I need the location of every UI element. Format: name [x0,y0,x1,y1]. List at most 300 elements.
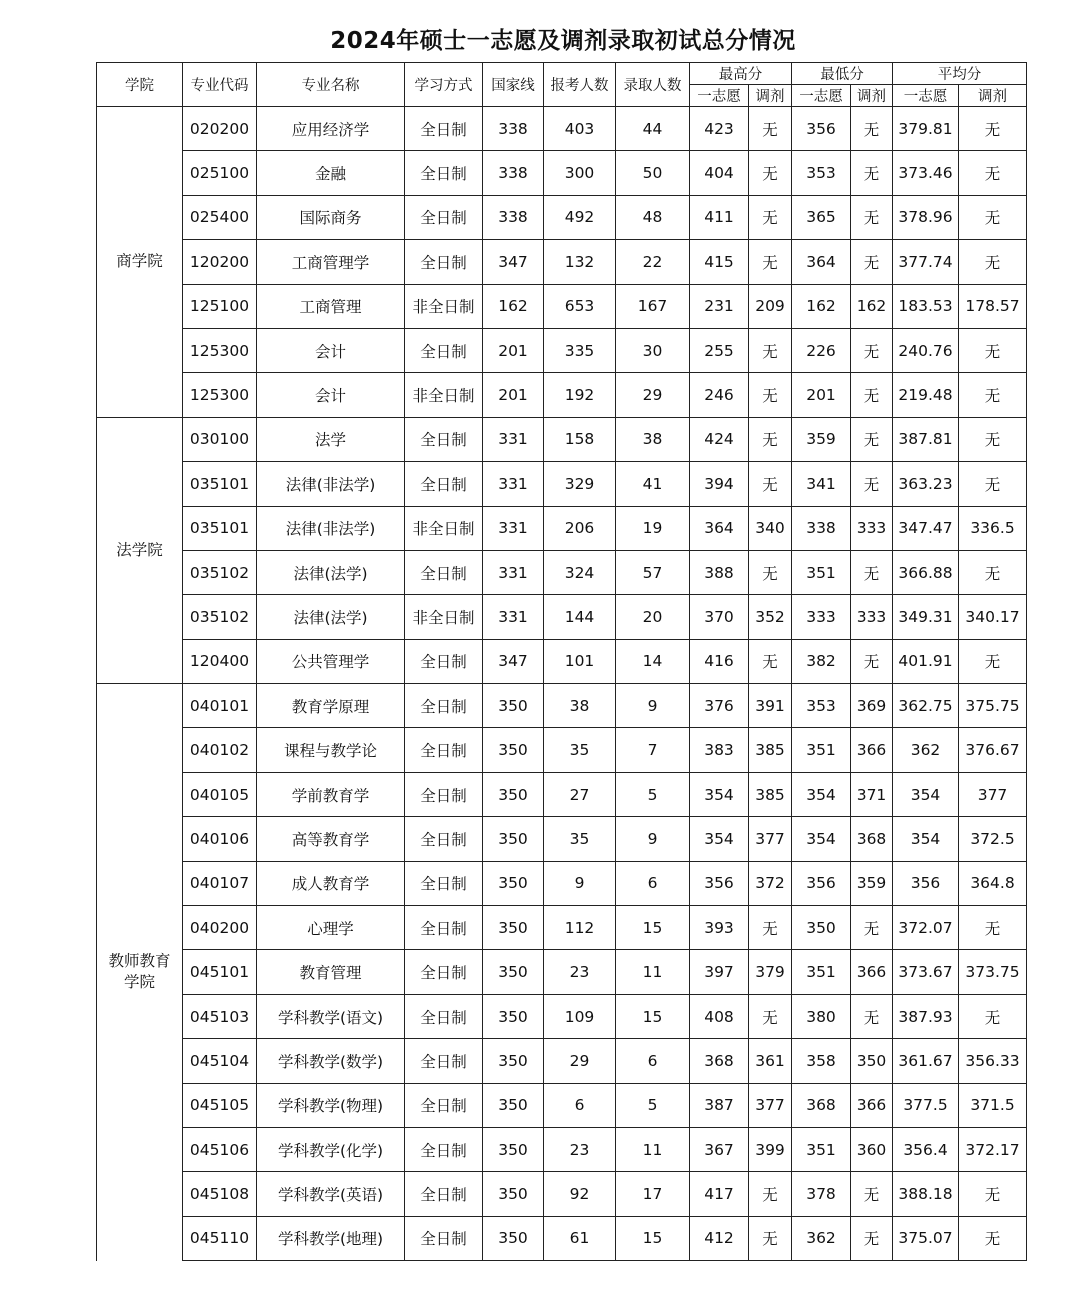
study-mode-cell: 非全日制 [405,284,483,328]
header-min-adjusted: 调剂 [851,85,893,107]
study-mode-cell: 全日制 [405,1172,483,1216]
avg-first-choice-cell: 219.48 [893,373,959,417]
min-adjusted-cell: 333 [851,595,893,639]
max-first-choice-cell: 404 [690,151,749,195]
national-line-cell: 162 [483,284,544,328]
min-adjusted-cell: 162 [851,284,893,328]
study-mode-cell: 非全日制 [405,373,483,417]
max-first-choice-cell: 412 [690,1216,749,1260]
applicants-cell: 206 [544,506,616,550]
national-line-cell: 347 [483,639,544,683]
min-first-choice-cell: 356 [792,107,851,151]
max-first-choice-cell: 246 [690,373,749,417]
table-row [97,151,1027,195]
avg-first-choice-cell: 354 [893,772,959,816]
header-major: 专业名称 [257,63,405,107]
applicants-cell: 144 [544,595,616,639]
applicants-cell: 6 [544,1083,616,1127]
avg-first-choice-cell: 349.31 [893,595,959,639]
max-first-choice-cell: 376 [690,684,749,728]
national-line-cell: 331 [483,506,544,550]
avg-first-choice-cell: 377.74 [893,240,959,284]
major-name-cell: 教育管理 [257,950,405,994]
avg-first-choice-cell: 378.96 [893,195,959,239]
major-code-cell: 125300 [183,328,257,372]
national-line-cell: 347 [483,240,544,284]
min-adjusted-cell: 无 [851,240,893,284]
major-name-cell: 会计 [257,373,405,417]
admitted-cell: 30 [616,328,690,372]
min-first-choice-cell: 378 [792,1172,851,1216]
major-code-cell: 020200 [183,107,257,151]
major-code-cell: 045110 [183,1216,257,1260]
study-mode-cell: 全日制 [405,195,483,239]
max-adjusted-cell: 无 [749,195,792,239]
max-adjusted-cell: 377 [749,817,792,861]
national-line-cell: 331 [483,417,544,461]
min-first-choice-cell: 338 [792,506,851,550]
max-first-choice-cell: 354 [690,817,749,861]
max-adjusted-cell: 无 [749,639,792,683]
avg-adjusted-cell: 372.17 [959,1127,1027,1171]
min-first-choice-cell: 380 [792,994,851,1038]
applicants-cell: 35 [544,817,616,861]
admitted-cell: 15 [616,906,690,950]
applicants-cell: 300 [544,151,616,195]
min-first-choice-cell: 359 [792,417,851,461]
avg-adjusted-cell: 无 [959,195,1027,239]
avg-first-choice-cell: 240.76 [893,328,959,372]
max-first-choice-cell: 393 [690,906,749,950]
table-row [97,861,1027,905]
admitted-cell: 5 [616,1083,690,1127]
max-adjusted-cell: 379 [749,950,792,994]
avg-first-choice-cell: 363.23 [893,462,959,506]
admitted-cell: 38 [616,417,690,461]
admitted-cell: 44 [616,107,690,151]
major-code-cell: 120200 [183,240,257,284]
study-mode-cell: 非全日制 [405,506,483,550]
table-row [97,772,1027,816]
min-adjusted-cell: 无 [851,639,893,683]
applicants-cell: 192 [544,373,616,417]
national-line-cell: 350 [483,906,544,950]
max-first-choice-cell: 368 [690,1039,749,1083]
max-first-choice-cell: 415 [690,240,749,284]
admitted-cell: 11 [616,1127,690,1171]
min-first-choice-cell: 358 [792,1039,851,1083]
max-first-choice-cell: 255 [690,328,749,372]
max-first-choice-cell: 388 [690,550,749,594]
applicants-cell: 61 [544,1216,616,1260]
applicants-cell: 492 [544,195,616,239]
national-line-cell: 338 [483,107,544,151]
max-adjusted-cell: 无 [749,1172,792,1216]
table-row [97,373,1027,417]
max-first-choice-cell: 397 [690,950,749,994]
major-name-cell: 应用经济学 [257,107,405,151]
major-code-cell: 040106 [183,817,257,861]
major-code-cell: 040101 [183,684,257,728]
admitted-cell: 22 [616,240,690,284]
major-code-cell: 025400 [183,195,257,239]
applicants-cell: 23 [544,1127,616,1171]
max-adjusted-cell: 无 [749,328,792,372]
avg-first-choice-cell: 356 [893,861,959,905]
min-adjusted-cell: 无 [851,994,893,1038]
max-adjusted-cell: 377 [749,1083,792,1127]
max-adjusted-cell: 361 [749,1039,792,1083]
avg-adjusted-cell: 372.5 [959,817,1027,861]
table-row [97,506,1027,550]
avg-first-choice-cell: 361.67 [893,1039,959,1083]
max-first-choice-cell: 408 [690,994,749,1038]
avg-adjusted-cell: 无 [959,107,1027,151]
table-row [97,1172,1027,1216]
applicants-cell: 132 [544,240,616,284]
national-line-cell: 350 [483,950,544,994]
avg-first-choice-cell: 372.07 [893,906,959,950]
max-adjusted-cell: 399 [749,1127,792,1171]
max-first-choice-cell: 387 [690,1083,749,1127]
avg-adjusted-cell: 无 [959,417,1027,461]
avg-adjusted-cell: 无 [959,328,1027,372]
admitted-cell: 41 [616,462,690,506]
table-row [97,906,1027,950]
major-code-cell: 045105 [183,1083,257,1127]
admitted-cell: 29 [616,373,690,417]
header-min-score: 最低分 [792,63,893,85]
applicants-cell: 329 [544,462,616,506]
min-adjusted-cell: 无 [851,417,893,461]
applicants-cell: 112 [544,906,616,950]
study-mode-cell: 全日制 [405,861,483,905]
header-admitted: 录取人数 [616,63,690,107]
major-name-cell: 法学 [257,417,405,461]
admitted-cell: 50 [616,151,690,195]
admission-score-table [96,62,1027,1261]
admitted-cell: 15 [616,994,690,1038]
study-mode-cell: 全日制 [405,417,483,461]
min-adjusted-cell: 366 [851,950,893,994]
study-mode-cell: 全日制 [405,151,483,195]
avg-adjusted-cell: 无 [959,240,1027,284]
admitted-cell: 57 [616,550,690,594]
major-code-cell: 025100 [183,151,257,195]
header-avg-first-choice: 一志愿 [893,85,959,107]
table-row [97,950,1027,994]
table-header [97,63,1027,107]
avg-adjusted-cell: 371.5 [959,1083,1027,1127]
study-mode-cell: 全日制 [405,462,483,506]
avg-adjusted-cell: 356.33 [959,1039,1027,1083]
major-code-cell: 040102 [183,728,257,772]
min-first-choice-cell: 351 [792,550,851,594]
min-adjusted-cell: 无 [851,550,893,594]
min-first-choice-cell: 353 [792,151,851,195]
min-adjusted-cell: 无 [851,195,893,239]
major-name-cell: 学科教学(地理) [257,1216,405,1260]
max-adjusted-cell: 无 [749,906,792,950]
applicants-cell: 403 [544,107,616,151]
avg-adjusted-cell: 364.8 [959,861,1027,905]
major-code-cell: 045104 [183,1039,257,1083]
major-name-cell: 心理学 [257,906,405,950]
avg-first-choice-cell: 387.93 [893,994,959,1038]
min-adjusted-cell: 无 [851,107,893,151]
major-name-cell: 会计 [257,328,405,372]
min-first-choice-cell: 354 [792,817,851,861]
major-name-cell: 教育学原理 [257,684,405,728]
max-adjusted-cell: 无 [749,107,792,151]
national-line-cell: 201 [483,373,544,417]
major-name-cell: 工商管理学 [257,240,405,284]
min-adjusted-cell: 368 [851,817,893,861]
national-line-cell: 350 [483,1039,544,1083]
min-first-choice-cell: 226 [792,328,851,372]
max-adjusted-cell: 无 [749,417,792,461]
major-name-cell: 法律(法学) [257,550,405,594]
table-row [97,1039,1027,1083]
avg-adjusted-cell: 无 [959,550,1027,594]
avg-adjusted-cell: 无 [959,1172,1027,1216]
study-mode-cell: 全日制 [405,906,483,950]
table-row [97,240,1027,284]
major-code-cell: 035101 [183,462,257,506]
study-mode-cell: 全日制 [405,1127,483,1171]
max-adjusted-cell: 340 [749,506,792,550]
avg-first-choice-cell: 373.67 [893,950,959,994]
min-adjusted-cell: 333 [851,506,893,550]
study-mode-cell: 全日制 [405,728,483,772]
avg-adjusted-cell: 无 [959,151,1027,195]
table-row [97,284,1027,328]
avg-first-choice-cell: 373.46 [893,151,959,195]
national-line-cell: 331 [483,595,544,639]
min-first-choice-cell: 350 [792,906,851,950]
national-line-cell: 331 [483,462,544,506]
national-line-cell: 350 [483,684,544,728]
min-adjusted-cell: 366 [851,728,893,772]
major-name-cell: 公共管理学 [257,639,405,683]
national-line-cell: 350 [483,994,544,1038]
admitted-cell: 17 [616,1172,690,1216]
admitted-cell: 6 [616,861,690,905]
major-code-cell: 035102 [183,595,257,639]
avg-adjusted-cell: 373.75 [959,950,1027,994]
table-row [97,107,1027,151]
min-adjusted-cell: 无 [851,328,893,372]
major-name-cell: 法律(非法学) [257,506,405,550]
national-line-cell: 350 [483,1127,544,1171]
table-row [97,994,1027,1038]
header-max-adjusted: 调剂 [749,85,792,107]
admitted-cell: 6 [616,1039,690,1083]
min-adjusted-cell: 350 [851,1039,893,1083]
header-avg-score: 平均分 [893,63,1027,85]
min-first-choice-cell: 351 [792,728,851,772]
header-avg-adjusted: 调剂 [959,85,1027,107]
header-max-first-choice: 一志愿 [690,85,749,107]
major-code-cell: 035101 [183,506,257,550]
study-mode-cell: 全日制 [405,107,483,151]
national-line-cell: 201 [483,328,544,372]
header-national-line: 国家线 [483,63,544,107]
major-name-cell: 金融 [257,151,405,195]
min-first-choice-cell: 333 [792,595,851,639]
avg-first-choice-cell: 183.53 [893,284,959,328]
major-name-cell: 工商管理 [257,284,405,328]
study-mode-cell: 全日制 [405,1039,483,1083]
admitted-cell: 167 [616,284,690,328]
avg-first-choice-cell: 362 [893,728,959,772]
national-line-cell: 350 [483,728,544,772]
applicants-cell: 35 [544,728,616,772]
admitted-cell: 48 [616,195,690,239]
max-first-choice-cell: 354 [690,772,749,816]
header-max-score: 最高分 [690,63,792,85]
min-adjusted-cell: 无 [851,1216,893,1260]
applicants-cell: 23 [544,950,616,994]
max-adjusted-cell: 385 [749,728,792,772]
admitted-cell: 9 [616,817,690,861]
max-first-choice-cell: 356 [690,861,749,905]
max-adjusted-cell: 无 [749,1216,792,1260]
header-min-first-choice: 一志愿 [792,85,851,107]
national-line-cell: 350 [483,772,544,816]
min-first-choice-cell: 351 [792,1127,851,1171]
major-name-cell: 国际商务 [257,195,405,239]
study-mode-cell: 全日制 [405,772,483,816]
table-row [97,728,1027,772]
avg-adjusted-cell: 无 [959,639,1027,683]
avg-adjusted-cell: 无 [959,994,1027,1038]
table-row [97,1216,1027,1260]
table-row [97,195,1027,239]
applicants-cell: 158 [544,417,616,461]
applicants-cell: 335 [544,328,616,372]
admitted-cell: 5 [616,772,690,816]
major-name-cell: 课程与教学论 [257,728,405,772]
min-first-choice-cell: 354 [792,772,851,816]
major-name-cell: 成人教育学 [257,861,405,905]
national-line-cell: 350 [483,1083,544,1127]
header-applicants: 报考人数 [544,63,616,107]
min-first-choice-cell: 356 [792,861,851,905]
avg-first-choice-cell: 388.18 [893,1172,959,1216]
major-code-cell: 035102 [183,550,257,594]
max-first-choice-cell: 367 [690,1127,749,1171]
applicants-cell: 109 [544,994,616,1038]
admitted-cell: 7 [616,728,690,772]
max-first-choice-cell: 423 [690,107,749,151]
national-line-cell: 338 [483,195,544,239]
major-name-cell: 法律(法学) [257,595,405,639]
max-adjusted-cell: 无 [749,462,792,506]
table-row [97,817,1027,861]
min-adjusted-cell: 无 [851,373,893,417]
national-line-cell: 350 [483,1216,544,1260]
max-first-choice-cell: 411 [690,195,749,239]
national-line-cell: 350 [483,861,544,905]
major-code-cell: 045108 [183,1172,257,1216]
major-name-cell: 学科教学(数学) [257,1039,405,1083]
admitted-cell: 11 [616,950,690,994]
study-mode-cell: 全日制 [405,1216,483,1260]
min-adjusted-cell: 371 [851,772,893,816]
min-first-choice-cell: 353 [792,684,851,728]
study-mode-cell: 全日制 [405,550,483,594]
max-adjusted-cell: 无 [749,373,792,417]
study-mode-cell: 全日制 [405,639,483,683]
min-first-choice-cell: 201 [792,373,851,417]
study-mode-cell: 全日制 [405,240,483,284]
max-first-choice-cell: 424 [690,417,749,461]
max-adjusted-cell: 无 [749,994,792,1038]
min-adjusted-cell: 无 [851,462,893,506]
applicants-cell: 9 [544,861,616,905]
min-adjusted-cell: 369 [851,684,893,728]
table-row [97,639,1027,683]
avg-adjusted-cell: 无 [959,373,1027,417]
avg-first-choice-cell: 356.4 [893,1127,959,1171]
max-first-choice-cell: 416 [690,639,749,683]
major-code-cell: 120400 [183,639,257,683]
study-mode-cell: 全日制 [405,1083,483,1127]
major-name-cell: 高等教育学 [257,817,405,861]
table-row [97,417,1027,461]
min-first-choice-cell: 162 [792,284,851,328]
admitted-cell: 20 [616,595,690,639]
min-adjusted-cell: 360 [851,1127,893,1171]
college-cell: 商学院 [97,107,183,418]
avg-adjusted-cell: 无 [959,1216,1027,1260]
avg-adjusted-cell: 无 [959,906,1027,950]
avg-adjusted-cell: 375.75 [959,684,1027,728]
avg-adjusted-cell: 340.17 [959,595,1027,639]
major-code-cell: 040107 [183,861,257,905]
national-line-cell: 350 [483,817,544,861]
major-code-cell: 045106 [183,1127,257,1171]
max-first-choice-cell: 364 [690,506,749,550]
table-row [97,462,1027,506]
max-adjusted-cell: 无 [749,240,792,284]
min-first-choice-cell: 382 [792,639,851,683]
applicants-cell: 324 [544,550,616,594]
page-title: 2024年硕士一志愿及调剂录取初试总分情况 [330,28,796,54]
max-first-choice-cell: 231 [690,284,749,328]
table-row [97,550,1027,594]
max-adjusted-cell: 无 [749,550,792,594]
avg-first-choice-cell: 377.5 [893,1083,959,1127]
max-first-choice-cell: 370 [690,595,749,639]
avg-first-choice-cell: 401.91 [893,639,959,683]
applicants-cell: 653 [544,284,616,328]
major-name-cell: 学前教育学 [257,772,405,816]
major-code-cell: 125100 [183,284,257,328]
major-code-cell: 040105 [183,772,257,816]
major-code-cell: 030100 [183,417,257,461]
header-mode: 学习方式 [405,63,483,107]
header-college: 学院 [97,63,183,107]
avg-first-choice-cell: 379.81 [893,107,959,151]
national-line-cell: 338 [483,151,544,195]
table-row [97,1127,1027,1171]
min-adjusted-cell: 无 [851,1172,893,1216]
major-name-cell: 学科教学(英语) [257,1172,405,1216]
admitted-cell: 15 [616,1216,690,1260]
max-adjusted-cell: 391 [749,684,792,728]
